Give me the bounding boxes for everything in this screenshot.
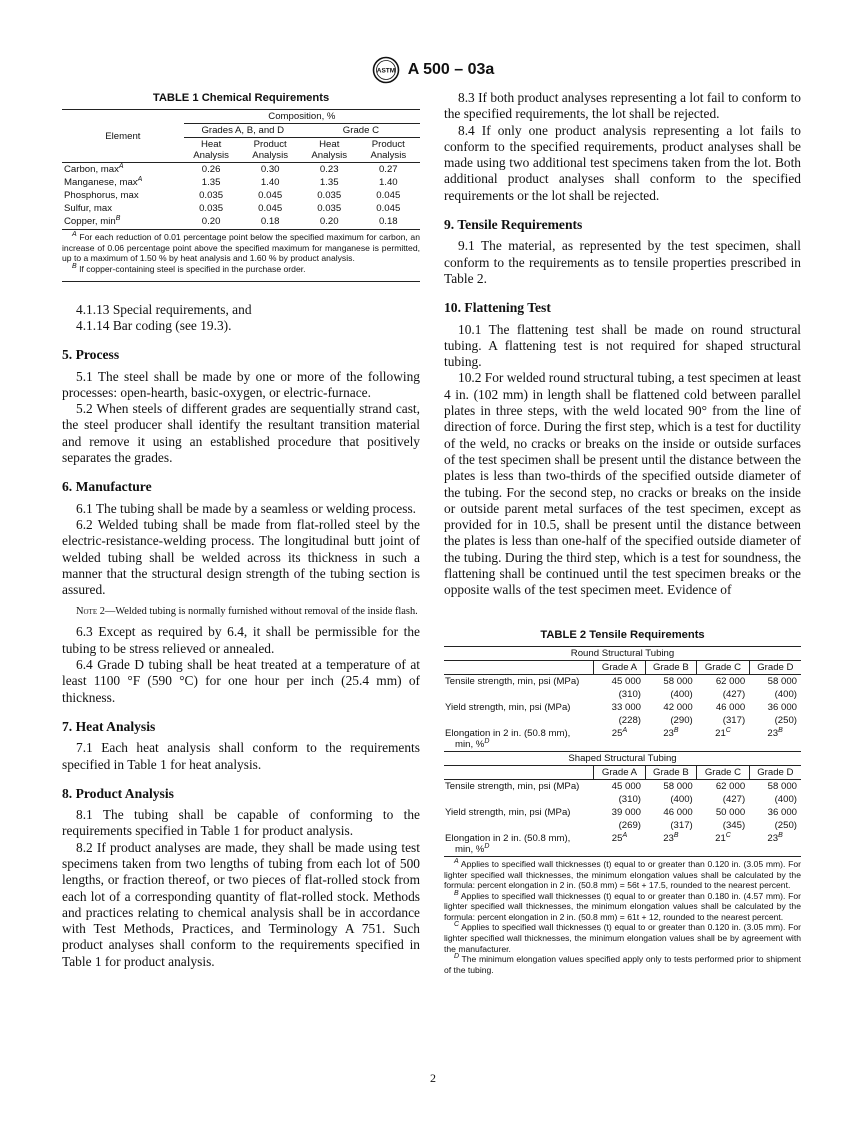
astm-logo-icon [372,56,400,84]
row-label: Tensile strength, min, psi (MPa) [445,780,580,792]
table-cell-mpa: (400) [670,793,693,805]
table-cell: 0.20 [201,216,221,228]
table-2-footnote-d: $^D$ The minimum elongation values specified apply only to tests performed prior to shipment of the tubing. [444,953,801,975]
table-cell: $21^C$ [715,831,731,844]
section-title-row [444,751,801,765]
blank-cell [444,688,594,701]
table-cell: 1.35 [319,177,339,189]
tensile-requirements-table [444,646,801,856]
table-row [444,701,801,714]
row-label: Elongation in 2 in. (50.8 mm), min, %$^D$ [445,727,571,750]
table-cell: $21^C$ [715,726,731,739]
table-cell: 0.23 [319,164,339,176]
paragraph-4-1-14: 4.1.14 Bar coding (see 19.3). [76,317,232,333]
table-cell: 33 000 [611,701,642,713]
grade-header: Grade B [645,765,697,779]
table-cell-mpa: (310) [618,688,642,700]
table-cell-mpa: (317) [670,819,693,831]
table-cell-mpa: (427) [722,688,746,700]
element-name: Phosphorus, max [64,190,139,202]
paragraph-10-1: 10.1 The flattening test shall be made on round structural tubing. A flattening test is not required for shaped structural tubing. [444,321,801,370]
table-row [444,793,801,806]
table-row [62,176,420,189]
table-cell: 1.35 [201,177,221,189]
paragraph-8-1: 8.1 The tubing shall be capable of conforming to the requirements specified in Table 1 for product analysis. [62,807,420,839]
table-row [444,819,801,832]
page-number: 2 [430,1071,436,1085]
table-cell: 0.035 [317,203,342,215]
table-cell: 42 000 [663,701,693,713]
table-1-footnote-a: $^A$ For each reduction of 0.01 percentage point below the specified maximum for carbon, an increase of 0.06 percentage point above the specified maximum for manganese is permitted, up to a maximum of 1.50 % by heat analysis and 1.60 % by product analysis. [62,231,420,264]
grade-header: Grade A [594,765,645,779]
table-cell: 45 000 [611,675,642,687]
table-cell-mpa: (400) [774,688,797,700]
blank-cell [444,793,594,806]
table-row [444,674,801,688]
table-cell: 0.18 [378,216,398,228]
table-cell: $23^B$ [767,831,783,844]
note-2: Note 2—Welded tubing is normally furnished without removal of the inside flash. [76,606,418,618]
paragraph-6-4: 6.4 Grade D tubing shall be heat treated at a temperature of at least 1100 °F (590 °C) for one hour per inch (25.4 mm) of thickness. [62,657,420,705]
table-cell-mpa: (290) [670,714,693,726]
table-1-footnote-b: $^B$ If copper-containing steel is specified in the purchase order. [72,263,306,275]
table-cell: 36 000 [767,701,797,713]
element-name: Copper, $\min^B$ [64,215,121,228]
paragraph-8-3: 8.3 If both product analyses representing a lot fail to conform to the specified requirements, the lot shall be rejected. [444,90,801,122]
document-designation: A 500 – 03a [407,61,495,78]
table-cell-mpa: (250) [774,819,797,831]
table-cell: 46 000 [663,806,693,818]
sub-heat-header: Heat Analysis [311,139,348,162]
table-cell: 0.27 [378,164,398,176]
element-header: Element [62,110,184,163]
paragraph-7-1: 7.1 Each heat analysis shall conform to the requirements specified in Table 1 for heat analysis. [62,740,420,772]
grade-header: Grade C [697,765,749,779]
group-c-header: Grade C [302,124,420,138]
table-cell: $23^B$ [663,726,679,739]
table-2-caption: TABLE 2 Tensile Requirements [540,628,705,641]
table-cell: 62 000 [715,780,746,792]
table-cell-mpa: (400) [670,688,693,700]
table-cell-mpa: (400) [774,793,797,805]
paragraph-9-1: 9.1 The material, as represented by the test specimen, shall conform to the requirements as to tensile properties prescribed in Table 2. [444,238,801,286]
table-cell: 0.30 [260,164,280,176]
left-column [62,90,420,970]
grade-header: Grade D [749,660,801,674]
grade-header-row [444,660,801,674]
table-cell: 39 000 [611,806,642,818]
table-row [444,714,801,727]
table-1-footnotes [62,229,420,274]
table-cell-mpa: (427) [722,793,746,805]
blank-cell [444,765,594,779]
table-row [62,215,420,228]
table-row [444,806,801,819]
table-cell-mpa: (269) [618,819,642,831]
table-cell: 0.20 [319,216,339,228]
grade-header: Grade C [697,660,749,674]
table-cell-mpa: (345) [722,819,746,831]
table-cell: 36 000 [767,806,797,818]
sub-product-header: Product Analysis [370,139,407,162]
paragraph-8-2: 8.2 If product analyses are made, they shall be made using test specimens taken from two lengths of tubing from each lot of 500 lengths, or fraction thereof, or two pieces of flat-rolled stock from each lot of a corresponding quantity of flat-rolled stock. Methods and practices relating to chemical analysis shall be in accordance with Test Methods, Practices, and Terminology A 751. Such product analyses shall conform to the requirements specified in Table 1 for product analysis. [62,839,420,969]
table-2-footnote-c: $^C$ Applies to specified wall thicknesses (t) equal to or greater than 0.120 in. (3.05 mm). For lighter specified wall thicknesses, the minimum elongation values shall be by agreement with the manufacturer. [444,921,801,954]
table-cell: $23^B$ [663,831,679,844]
section-heading-6: 6. Manufacture [62,479,152,495]
grade-header: Grade D [749,765,801,779]
blank-cell [444,660,594,674]
table-2-footnotes [444,856,801,976]
table-row [444,779,801,793]
blank-cell [444,714,594,727]
paragraph-4-1-13: 4.1.13 Special requirements, and [76,301,252,317]
element-name: Manganese, $\max^A$ [64,176,143,189]
blank-cell [444,819,594,832]
svg-text:ASTM: ASTM [376,67,395,75]
section-heading-7: 7. Heat Analysis [62,718,156,734]
table-cell: 1.40 [260,177,280,189]
section-heading-10: 10. Flattening Test [444,300,551,316]
section-title-row [444,646,801,660]
table-row [62,189,420,202]
paragraph-10-2: 10.2 For welded round structural tubing, a test specimen at least 4 in. (102 mm) in length shall be flattened cold between parallel plates in three steps, with the weld located 90° from the line of direction of force. During the first step, which is a test for ductility of the weld, no cracks or breaks on the inside or outside surfaces of the test specimen shall be present until the distance between the plates is less than two-thirds of the specified outside diameter of the tubing. For the second step, no cracks or breaks on the inside or outside parent metal surfaces of the test specimen, except as provided for in 10.5, shall be present until the distance between the plates is less than one-half of the specified outside diameter of the tubing. During the third step, which is a test for soundness, the flattening shall be continued until the test specimen breaks or the opposite walls of the test specimen meet. Evidence of [444,370,801,598]
table-row [444,832,801,856]
grade-header: Grade B [645,660,697,674]
paragraph-5-1: 5.1 The steel shall be made by one or more of the following processes: open-hearth, basic-oxygen, or electric-furnace. [62,368,420,400]
table-cell: 0.18 [260,216,280,228]
table-cell: 0.035 [199,190,224,202]
row-label: Elongation in 2 in. (50.8 mm), min, %$^D$ [445,832,571,855]
section-heading-8: 8. Product Analysis [62,785,174,801]
table-cell-mpa: (250) [774,714,797,726]
table-cell: 0.045 [376,190,401,202]
table-cell-mpa: (317) [722,714,746,726]
grade-header: Grade A [594,660,645,674]
group-ab-header: Grades A, B, and D [184,124,302,138]
chemical-requirements-table [62,109,420,228]
table-cell: 50 000 [715,806,746,818]
table-cell: $23^B$ [767,726,783,739]
row-label: Yield strength, min, psi (MPa) [445,806,571,818]
table-row [62,163,420,177]
paragraph-6-3: 6.3 Except as required by 6.4, it shall be permissible for the tubing to be stress relieved or annealed. [62,624,420,656]
table-cell: 1.40 [378,177,398,189]
table-cell: 0.045 [258,203,283,215]
element-name: Sulfur, max [64,203,112,215]
table-1 [62,90,420,282]
table-cell: 0.045 [376,203,401,215]
sub-heat-header: Heat Analysis [193,139,229,162]
table-row [444,688,801,701]
composition-header: Composition, % [184,110,420,124]
paragraph-6-2: 6.2 Welded tubing shall be made from flat-rolled steel by the electric-resistance-welding process. The longitudinal butt joint of welded tubing shall be welded across its thickness in such a manner that the structural design strength of the tubing section is assured. [62,516,420,598]
table-cell: 0.035 [199,203,224,215]
right-column [444,90,801,975]
table-row [444,727,801,752]
table-2-body [444,646,801,856]
table-cell-mpa: (310) [618,793,642,805]
table-2-footnote-a: $^A$ Applies to specified wall thicknesses (t) equal to or greater than 0.120 in. (3.05 mm). For lighter specified wall thicknesses, the minimum elongation values shall be calculated by the formula: percent elongation in 2 in. (50.8 mm) = 56t + 17.5, rounded to the nearest percent. [444,858,801,891]
table-cell: 45 000 [611,780,642,792]
table-cell: 58 000 [767,675,797,687]
table-1-body [62,163,420,229]
table-cell: 0.035 [317,190,342,202]
section-heading-9: 9. Tensile Requirements [444,217,583,233]
table-cell: 0.26 [201,164,221,176]
row-label: Yield strength, min, psi (MPa) [445,701,571,713]
grade-header-row [444,765,801,779]
table-cell: $25^A$ [611,831,628,844]
table-cell-mpa: (228) [618,714,642,726]
table-cell: 58 000 [767,780,797,792]
sub-product-header: Product Analysis [252,139,289,162]
paragraph-5-2: 5.2 When steels of different grades are sequentially strand cast, the steel producer shall identify the resultant transition material and remove it using an established procedure that positively separates the grades. [62,401,420,466]
section-title: Shaped Structural Tubing [568,752,677,764]
paragraph-8-4: 8.4 If only one product analysis representing a lot fails to conform to the specified requirements, product analyses shall be made using two additional test specimens taken from the lot. Both additional product analyses shall conform to the specified requirements or the lot shall be rejected. [444,122,801,203]
table-cell: $25^A$ [611,726,628,739]
table-cell: 58 000 [663,780,693,792]
page-header [0,56,866,84]
table-1-caption: TABLE 1 Chemical Requirements [152,92,330,104]
paragraph-6-1: 6.1 The tubing shall be made by a seamless or welding process. [76,500,417,516]
section-title: Round Structural Tubing [570,647,675,659]
table-row [62,202,420,215]
table-cell: 0.045 [258,190,283,202]
table-cell: 46 000 [715,701,746,713]
table-cell: 58 000 [663,675,693,687]
table-2 [444,627,801,976]
section-heading-5: 5. Process [62,347,120,363]
table-2-footnote-b: $^B$ Applies to specified wall thicknesses (t) equal to or greater than 0.180 in. (4.57 mm). For lighter specified wall thicknesses, the minimum elongation values shall be calculated by the formula: percent elongation in 2 in. (50.8 mm) = 61t + 12, rounded to the nearest percent. [444,889,801,922]
row-label: Tensile strength, min, psi (MPa) [445,675,580,687]
table-cell: 62 000 [715,675,746,687]
element-name: Carbon, $\max^A$ [64,163,124,176]
